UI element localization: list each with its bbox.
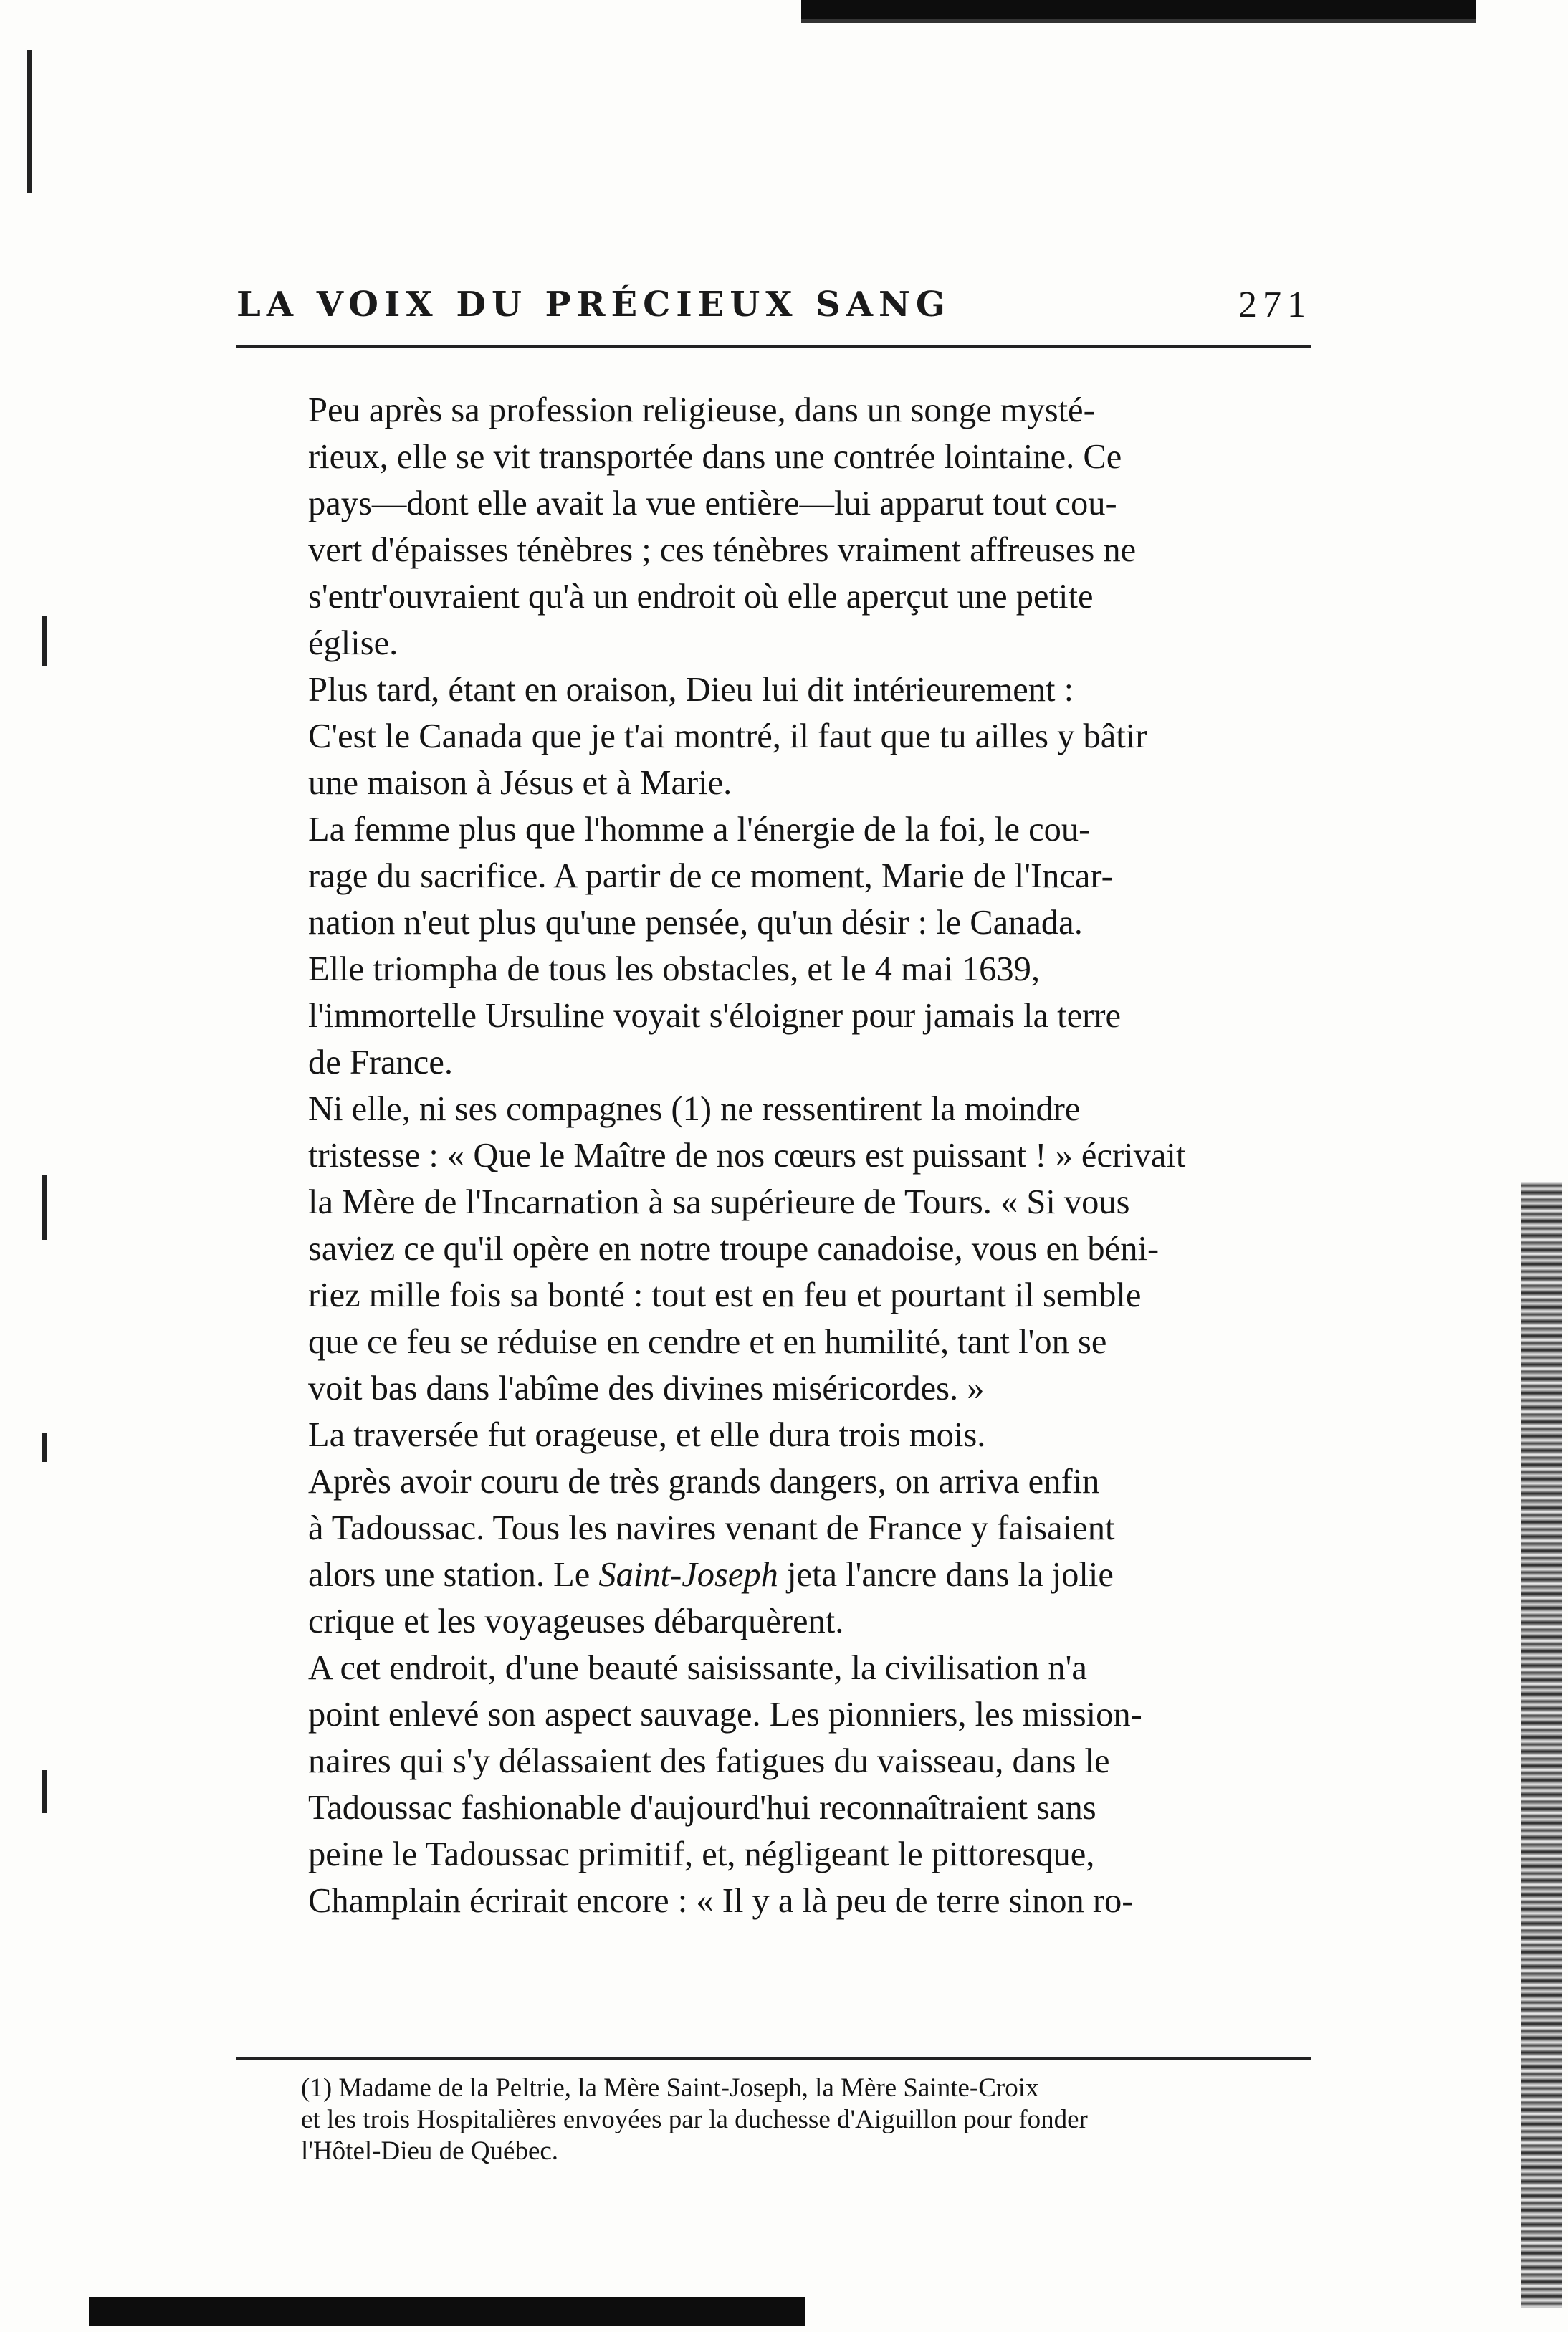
text-line: point enlevé son aspect sauvage. Les pionniers, les mission-	[308, 1696, 1142, 1734]
text-line: pays—dont elle avait la vue entière—lui apparut tout cou-	[308, 484, 1117, 522]
right-edge-scan-strip	[1521, 1182, 1562, 2308]
paragraph-7	[236, 1458, 1311, 1645]
text-line: l'immortelle Ursuline voyait s'éloigner pour jamais la terre	[308, 997, 1121, 1035]
page-header	[236, 276, 1311, 333]
text-line: vert d'épaisses ténèbres ; ces ténèbres vraiment affreuses ne	[308, 531, 1137, 569]
footnote	[236, 2073, 1311, 2167]
ship-name: Saint-Joseph	[598, 1556, 778, 1594]
text-line: s'entr'ouvraient qu'à un endroit où elle aperçut une petite	[308, 578, 1094, 616]
text-line: naires qui s'y délassaient des fatigues du vaisseau, dans le	[308, 1742, 1110, 1780]
text-line: Ni elle, ni ses compagnes (1) ne ressentirent la moindre	[308, 1090, 1081, 1128]
footnote-line: l'Hôtel-Dieu de Québec.	[301, 2136, 559, 2166]
left-margin-mark	[42, 1433, 47, 1462]
text-line: la Mère de l'Incarnation à sa supérieure de Tours. « Si vous	[308, 1183, 1130, 1221]
text-line: A cet endroit, d'une beauté saisissante, la civilisation n'a	[308, 1649, 1087, 1687]
text-line: tristesse : « Que le Maître de nos cœurs est puissant ! » écrivait	[308, 1137, 1186, 1175]
footnote-rule	[236, 2057, 1311, 2060]
text-line: saviez ce qu'il opère en notre troupe canadoise, vous en béni-	[308, 1230, 1160, 1268]
text-line: Après avoir couru de très grands dangers, on arriva enfin	[308, 1463, 1100, 1501]
text-line: de France.	[308, 1043, 453, 1081]
left-margin-mark	[42, 1770, 47, 1813]
page-number: 271	[1238, 284, 1311, 325]
text-line: La traversée fut orageuse, et elle dura trois mois.	[308, 1416, 986, 1454]
text-line: Elle triompha de tous les obstacles, et le 4 mai 1639,	[308, 950, 1040, 988]
text-line: une maison à Jésus et à Marie.	[308, 764, 732, 802]
text-line: Champlain écrirait encore : « Il y a là peu de terre sinon ro-	[308, 1882, 1134, 1920]
text-line: nation n'eut plus qu'une pensée, qu'un désir : le Canada.	[308, 904, 1083, 942]
text-line: Tadoussac fashionable d'aujourd'hui reconnaîtraient sans	[308, 1789, 1096, 1827]
text-line: Peu après sa profession religieuse, dans un songe mysté-	[308, 391, 1095, 429]
paragraph-4	[236, 946, 1311, 1086]
text-line: église.	[308, 624, 398, 662]
text-line: que ce feu se réduise en cendre et en humilité, tant l'on se	[308, 1323, 1107, 1361]
text-line: riez mille fois sa bonté : tout est en feu et pourtant il semble	[308, 1276, 1142, 1314]
footnote-line: et les trois Hospitalières envoyées par la duchesse d'Aiguillon pour fonder	[301, 2105, 1088, 2134]
paragraph-3	[236, 806, 1311, 946]
paragraph-6	[236, 1412, 1311, 1458]
text-line: rieux, elle se vit transportée dans une contrée lointaine. Ce	[308, 438, 1122, 476]
top-scan-rule	[801, 0, 1476, 19]
paragraph-5	[236, 1086, 1311, 1412]
text-line: crique et les voyageuses débarquèrent.	[308, 1602, 844, 1640]
bottom-scan-rule	[89, 2297, 805, 2326]
text-line: C'est le Canada que je t'ai montré, il faut que tu ailles y bâtir	[308, 717, 1147, 755]
text-line: peine le Tadoussac primitif, et, négligeant le pittoresque,	[308, 1835, 1095, 1873]
text-line: Plus tard, étant en oraison, Dieu lui dit intérieurement :	[308, 671, 1074, 709]
header-rule	[236, 345, 1311, 348]
footnote-paragraph	[236, 2073, 1311, 2167]
text-line: à Tadoussac. Tous les navires venant de France y faisaient	[308, 1509, 1115, 1547]
text-line	[236, 1552, 1311, 1598]
footnote-line: (1) Madame de la Peltrie, la Mère Saint-Joseph, la Mère Sainte-Croix	[301, 2073, 1039, 2103]
left-margin-mark	[42, 616, 47, 666]
text-fragment: jeta l'ancre dans la jolie	[778, 1556, 1114, 1594]
body-text	[236, 387, 1311, 1924]
text-line: voit bas dans l'abîme des divines miséricordes. »	[308, 1370, 985, 1408]
left-margin-mark	[42, 1175, 47, 1240]
paragraph-1	[236, 387, 1311, 666]
text-fragment: alors une station. Le	[308, 1556, 599, 1594]
paragraph-2	[236, 666, 1311, 806]
text-line: rage du sacrifice. A partir de ce moment, Marie de l'Incar-	[308, 857, 1113, 895]
text-line: La femme plus que l'homme a l'énergie de la foi, le cou-	[308, 811, 1091, 849]
running-head: LA VOIX DU PRÉCIEUX SANG	[236, 285, 951, 325]
paragraph-8	[236, 1645, 1311, 1924]
left-margin-mark	[27, 50, 32, 193]
